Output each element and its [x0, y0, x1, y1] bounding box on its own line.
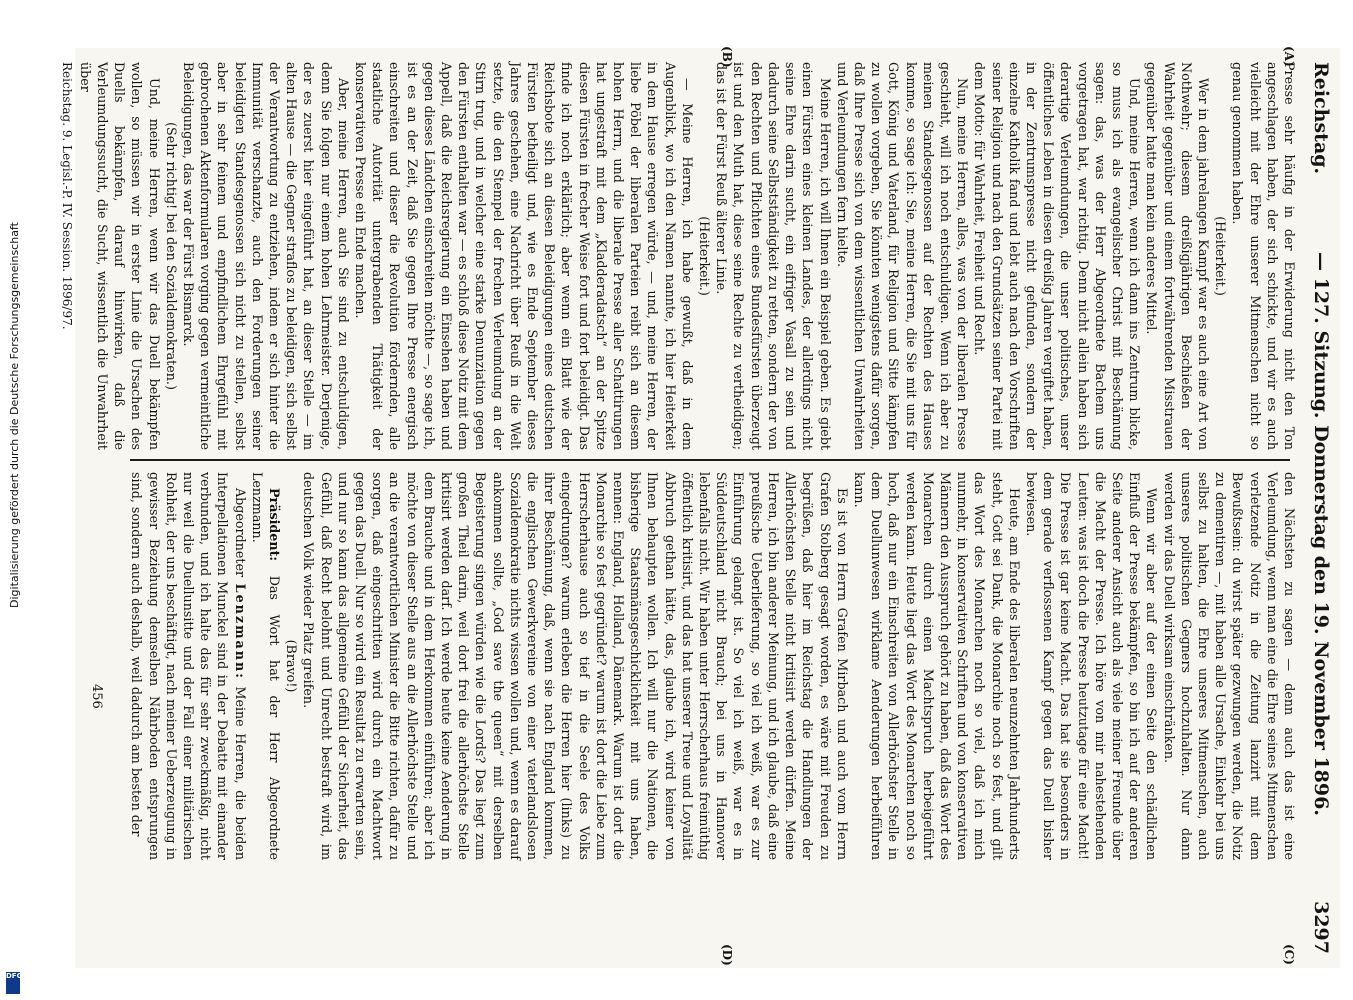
speaker-intro: Abgeordneter — [232, 488, 248, 584]
speech-start — [128, 472, 248, 860]
president-text: Das Wort hat der Herr Abgeordnete Lenzmann. — [249, 472, 283, 860]
marker-d: (D) — [720, 944, 734, 966]
president-statement — [249, 472, 283, 860]
rotated-scan — [59, 46, 1340, 968]
interjection: (Sehr richtig! bei den Sozialdemokraten.) — [163, 122, 179, 390]
speaker-name: Lenzmann: — [232, 583, 248, 680]
header-column-number: 3297 — [1310, 901, 1332, 954]
left-column — [59, 62, 1298, 450]
speech-text: Meine Herren, die beiden Interpellationen Munckel sind in der Debatte mit einander verbunden, und ich halte das für sehr zweckmäßig, nicht nur weil die Duellunsitte und der Fall einer militärischen Rohheit, der uns beschäftigt, nach meiner Ueberzeugung in gewisser Beziehung demselben Nährboden entsprungen sind, sondern auch deshalb, weil dadurch am besten der — [129, 472, 248, 860]
right-column — [108, 472, 1298, 860]
interjection: (Heiterkeit.) — [697, 216, 713, 296]
paragraph: Und, meine Herren, wenn wir das Duell bekämpfen wollen, so müssen wir in erster Linie die Ursachen des Duells bekämpfen, darauf hinwirken, daß die Verleumdungssucht, die Sucht, wissentlich die Unwahrheit über — [77, 62, 162, 450]
running-header — [1308, 62, 1334, 954]
president-label: Präsident: — [267, 488, 283, 562]
paragraph: Und, meine Herren, wenn ich dann ins Zentrum blicke, so muss ich als evangelischer Christ mit Beschämung sagen: das, was der Herr Abgeordnete Bachem uns vorgetragen hat, war richtig. Denn nicht allein haben sich derartige Verleumdungen, die unser politisches, unser öffentliches Leben in diesen dreißig Jahren vergiftet haben, in der Zentrumspresse nicht gefunden, sondern der einzelne Katholik fand und lebt auch nach den Vorschriften seiner Religion und nach den Grundsätzen seiner Partei mit dem Motto: für Wahrheit, Freiheit und Recht. — [972, 62, 1143, 450]
page-number: 456 — [89, 684, 104, 709]
paragraph: Wer in dem jahrelangen Kampf war es auch eine Art von Nothwehr; diesem dreißigjährigen Beschießen der Wahrheit gegenüber und einem fortwährenden Misstrauen gegenüber hatte man kein anderes Mittel. — [1144, 62, 1211, 450]
paragraph: Meine Herren, ich will Ihnen ein Beispiel geben. Es giebt einen Fürsten eines kleinen Landes, der allerdings nicht seine Ehre darin sucht, ein eifriger Vasall zu sein und dadurch seine Selbstständigkeit zu retten, sondern der von den Rechten und Pflichten eines Bundesfürsten überzeugt ist und den Muth hat, diese seine Rechte zu vertheidigen; das ist der Fürst Reuß älterer Linie. — [714, 62, 833, 450]
paragraph: den Nächsten zu sagen — denn auch das ist eine Verleumdung, wenn man eine die Ehre seines Mitmenschen verletzende Notiz in die Zeitung lanzirt mit dem Bewußtsein: du wirst später gezwungen werden, die Notiz zu dementiren —, mit haben alle Ursache, Einkehr bei uns selbst zu halten, die Ehre unseres Mitmenschen, auch unseres politischen Gegners hochzuhalten. Nur dann werden wir das Duell wirksam einschränken. — [1161, 472, 1297, 860]
marker-b: (B) — [720, 46, 734, 68]
paragraph: Heute, am Ende des liberalen neunzehnten Jahrhunderts steht, Gott sei Dank, die Monarchie noch so fest, und gilt das Wort des Monarchen noch so viel, daß ich mich nunmehr, in konservativen Schriften und von konservativen Männern den Ausspruch gehört zu haben, daß das Wort des Monarchen durch einen Machtspruch herbeigeführt werden kann. Heute liegt das Wort des Monarchen noch so hoch, daß nur ein Einschreiten von Allerhöchster Stelle in dem Duellunwesen wirklame Aenderungen herbeiführen kann. — [851, 472, 1022, 860]
paragraph: Es ist von Herrn Grafen Mirbach und auch vom Herrn Grafen Stolberg gesagt worden, es wäre mit Freuden zu begrüßen, daß hier im Reichstag die Handlungen der Allerhöchsten Stelle nicht kritisirt werden dürfen. Meine Herren, ich bin anderer Meinung, und ich glaube, daß eine preußische Ueberlieferung, so viel ich weiß, war es zur Einführung gelangt ist. So viel ich weiß, war es in Süddeutschland nicht Brauch; bei uns in Hannover lebenfalls nicht. Wir haben unter Herrscherhaus freimüthig öffentlich kritisirt, und das hat unserer Treue und Loyalität Abbruch gethan hätte, das, glaube ich, wird keiner von Ihnen behaupten wollen. Ich will nur die Nationen, die bisherige Staatsmänsgeschicklichkeit mit uns haben, nennen: England, Holland, Dänemark. Warum ist dort die Monarchie so fest gegründet? warum ist dort die Liebe zum Herrscherhause auch so tief in die Seele des Volks eingedrungen? warum erleben die Herren hier (links) zu ihrer Beschämung, daß, wenn sie nach England kommen, die englischen Gewerkvereine von einer vaterlandslosen Sozialdemokratie nichts wissen wollen und, wenn es darauf ankommen sollte, „God save the queen“ mit derselben Begeisterung singen würden wie die Lords? Das liegt zum großen Theil darin, weil dort frei die allerhöchste Stelle kritisirt werden darf. Ich werde heute keine Aenderung in dem Brauche und in dem Herkommen einführen; aber ich möchte von dieser Stelle aus an die Allerhöchste Stelle und an die verantwortlichen Minister die Bitte richten, dafür zu sorgen, daß eingeschritten wird durch ein Machtwort gegen das Duell. Nur so wird ein Resultat zu erwarten sein, und nur so kann das allgemeine Gefühl der Sicherheit, das Gefühl, daß Recht belohnt und Unrecht bestraft wird, im deutschen Volk wieder Platz greifen. — [301, 472, 850, 860]
interjection: (Heiterkeit.) — [1213, 216, 1229, 296]
dfg-logo: DFG — [6, 972, 20, 994]
paragraph: Wenn wir aber auf der einen Seite den schädlichen Einfluß der Presse bekämpfen, so bin ich auf der anderen Seite anderer Ansicht auch als viele meiner Freunde über die Macht der Presse. Ich höre von mir nahestehenden Leuten: was ist doch die Presse heutzutage für eine Macht! Die Presse ist gar keine Macht. Das hat sie besonders in dem gerade verflossenen Kampf gegen das Duell bisher bewiesen. — [1023, 472, 1160, 860]
paragraph: Nun, meine Herren, alles, was von der liberalen Presse geschieht, will ich noch entschuldigen. Wenn ich aber zu meinen Standesgenossen auf der Rechten des Hauses komme, so sage ich: Sie, meine Herren, die Sie mit uns für Gott, König und Vaterland, für Religion und Sitte kämpfen zu wollen vorgeben, Sie könnten wenigstens dafür sorgen, daß Ihre Presse sich von dem wissentlichen Unwahrheiten und Verleumdungen fern hielte. — [834, 62, 971, 450]
header-session: — 127. Sitzung. Donnerstag den 19. November 1896. — [1310, 252, 1332, 816]
interjection: (Bravo!) — [284, 639, 300, 693]
header-left: Reichstag. — [1310, 62, 1332, 175]
volume-signature: Reichstag. 9. Legisl.-P. IV. Session. 1896/97. — [59, 62, 74, 330]
paragraph: Presse sehr häufig in der Erwiderung nicht den Ton angeschlagen haben, der sich schickte, und wir es auch vielleicht mit der Ehre unserer Mitmenschen nicht so genau genommen haben. — [1230, 62, 1297, 450]
paragraph: — Meine Herren, ich habe gewußt, daß in dem Augenblick, wo ich den Namen nannte, ich hier Heiterkeit in dem Hause erregen würde, — und, meine Herren, der liebe Pöbel der liberalen Parteien reibt sich an diesem hohen Herrn, und die liberale Presse aller Schattirungen hat ungestraft mit dem „Kladderadatsch“ an der Spitze diesen Fürsten in frecher Weise fort und fort beleidigt. Das finde ich noch erklärlich; aber wenn ein Blatt wie der Reichsbote sich an diesen Beleidigungen eines deutschen Fürsten betheiligt und, wie es Ende September dieses Jahres geschehen, eine Nachricht über Reuß in die Welt setzte, die den Stempel der frechen Verleumdung an der Stirn trug, und in welcher eine starke Denunziation gegen den Fürsten enthalten war — es schloß diese Notiz mit dem Appell, daß die Reichsregierung ein Einsehen haben und gegen dieses Ländchen einschreiten möchte —, so sage ich, ist es an der Zeit, daß Sie gegen Ihre Presse energisch einschreiten und dieser die Revolution fördernden, alle staatliche Autorität untergrabenden Thätigkeit der konservativen Presse ein Ende machen. — [353, 62, 695, 450]
marker-c: (C) — [1282, 944, 1296, 965]
marker-a: (A) — [1282, 46, 1296, 67]
paragraph: Aber, meine Herren, auch Sie sind zu entschuldigen, denn Sie folgen nur einem hohen Lehrmeister. Derjenige, der es zuerst hier eingeführt hat, an dieser Stelle — im alten Hause — die Gegner straflos zu beleidigen, sich selbst der Verantwortung zu entziehen, indem er sich hinter die Immunität verschanzte, auch den Forderungen seiner beleidigten Standesgenossen sich nicht zu stellen, selbst aber in sehr feinem und empfindlichem Ehrgefühl mit gebrochenen Aktenformularen vorging gegen vermeintliche Beleidigungen, das war der Fürst Bismarck. — [181, 62, 351, 450]
digitization-credit: Digitalisierung gefördert durch die Deutsche Forschungsgemeinschaft — [8, 222, 21, 608]
column-divider — [130, 459, 1290, 461]
